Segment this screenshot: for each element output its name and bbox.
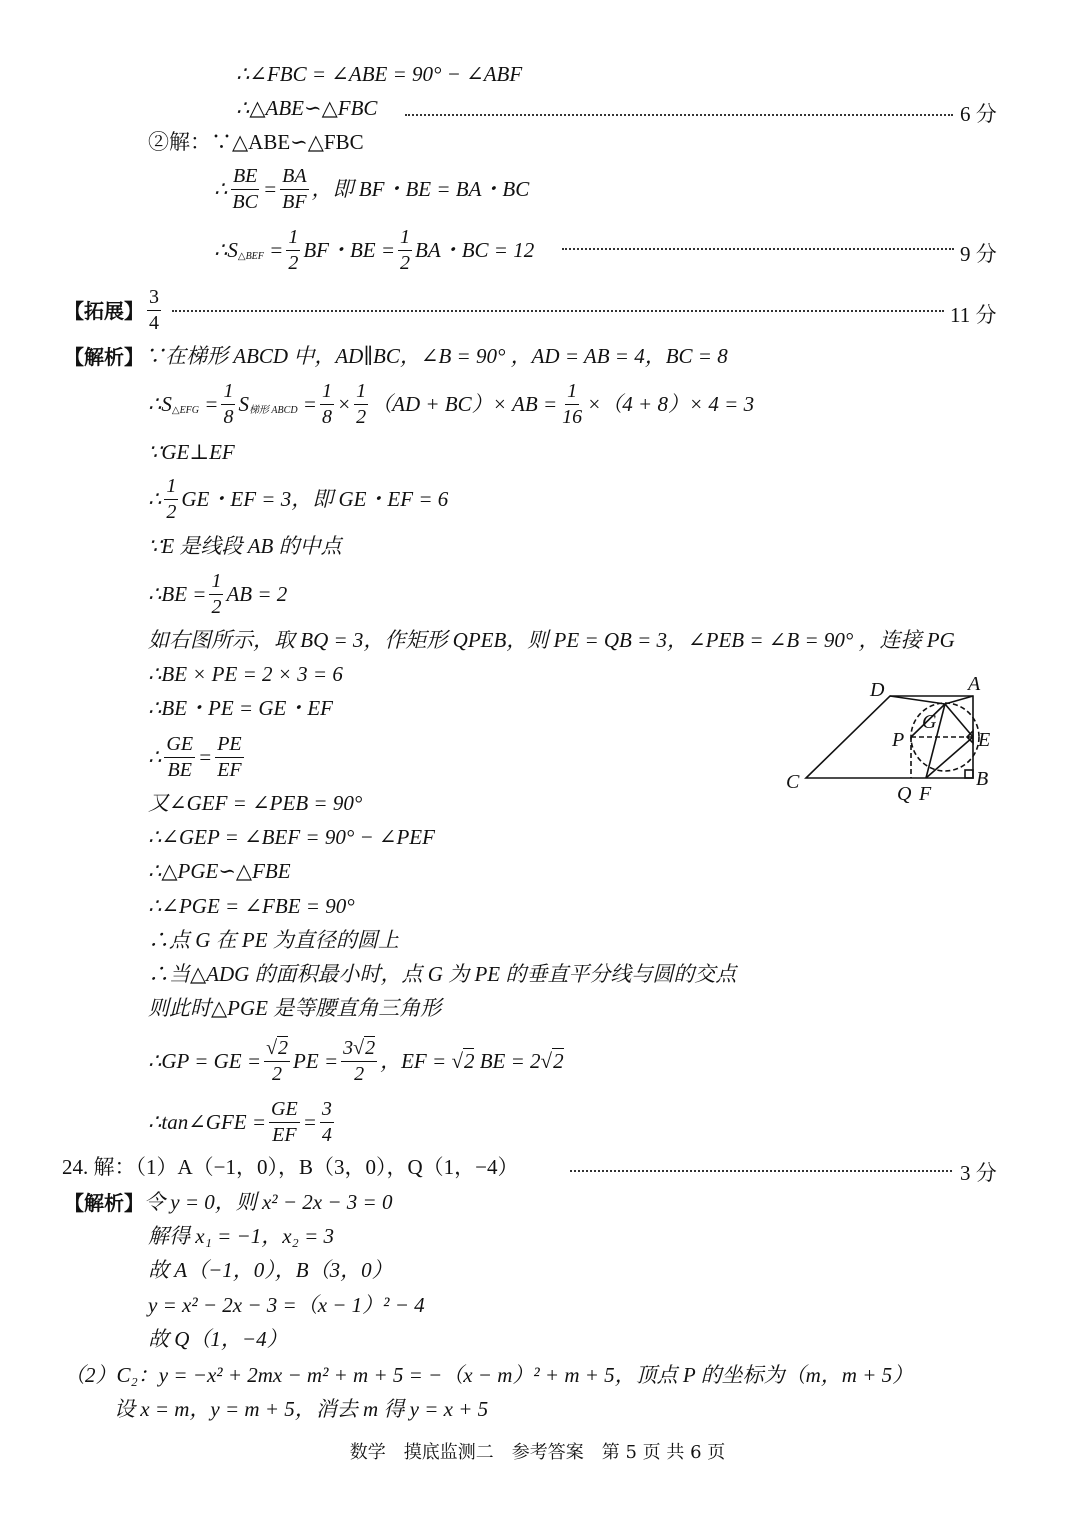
label-b: B bbox=[976, 768, 989, 790]
analysis-line: ∴ $\frac{GE}{BE}$ = $\frac{PE}{EF}$ bbox=[148, 733, 242, 781]
fraction: $\frac{BE}{BC}$ bbox=[232, 165, 258, 213]
proof-line: ∴∠FBC = ∠ABE = 90° − ∠ABF bbox=[236, 62, 523, 86]
label-e: E bbox=[978, 729, 991, 751]
proof-line: ∴△ABE∽△FBC bbox=[236, 96, 378, 120]
analysis-line: ∴ BE = $\frac{1}{2}$ AB = 2 bbox=[148, 570, 288, 618]
analysis-line: ∵GE⊥EF bbox=[148, 440, 235, 464]
line-ge bbox=[945, 704, 973, 737]
therefore-symbol: ∴ bbox=[214, 177, 228, 201]
score-label: 3 分 bbox=[960, 1161, 997, 1185]
proof-line-area: ∴ S △BEF = $\frac{1}{2}$ BF・BE = $\frac{1}{2}$ BA・BC = 12 bbox=[214, 226, 535, 274]
analysis-line: ∴BE × PE = 2 × 3 = 6 bbox=[148, 662, 343, 686]
analysis-line: 故 Q（1，−4） bbox=[148, 1327, 288, 1351]
analysis-line: 设 x = m，y = m + 5，消去 m 得 y = x + 5 bbox=[114, 1397, 489, 1421]
line-gd bbox=[890, 696, 945, 704]
analysis-line: 【解析】 ∵在梯形 ABCD 中，AD∥BC，∠B = 90° ，AD = AB = 4，BC = 8 bbox=[64, 344, 728, 369]
label-f: F bbox=[919, 783, 932, 805]
analysis-line: ∴ S △EFG = $\frac{1}{8}$ S 梯形 ABCD = $\frac{1}{8}$ × $\frac{1}{2}$ （AD + BC）× AB = $\frac{1}{16}$ ×（4 + 8）× 4 = 3 bbox=[148, 380, 755, 428]
label-q: Q bbox=[897, 783, 912, 805]
analysis-line: ∵E 是线段 AB 的中点 bbox=[148, 534, 342, 558]
score-label: 6 分 bbox=[960, 102, 997, 126]
analysis-line: ∴△PGE∽△FBE bbox=[148, 859, 291, 883]
geometry-figure bbox=[780, 668, 1000, 808]
analysis-line: 则此时△PGE 是等腰直角三角形 bbox=[148, 996, 442, 1020]
analysis-line: 如右图所示，取 BQ = 3，作矩形 QPEB，则 PE = QB = 3，∠PEB = ∠B = 90° ，连接 PG bbox=[148, 628, 955, 652]
fraction: $\frac{BA}{BF}$ bbox=[282, 165, 307, 213]
analysis-line: 故 A（−1，0），B（3，0） bbox=[148, 1258, 393, 1282]
analysis-line: 【解析】 令 y = 0，则 x² − 2x − 3 = 0 bbox=[64, 1190, 393, 1215]
label-p: P bbox=[892, 729, 905, 751]
label-d: D bbox=[870, 679, 885, 701]
question-24-answer: 24. 解：（1）A（−1，0），B（3，0），Q（1，−4） bbox=[62, 1155, 519, 1179]
score-label: 11 分 bbox=[950, 303, 997, 327]
dot-leader bbox=[562, 248, 954, 250]
proof-line: ②解：∵△ABE∽△FBC bbox=[148, 130, 364, 154]
label-c: C bbox=[786, 771, 800, 793]
analysis-line: ∴ $\frac{1}{2}$ GE・EF = 3，即 GE・EF = 6 bbox=[148, 475, 449, 523]
analysis-line: ∴当△ADG 的面积最小时，点 G 为 PE 的垂直平分线与圆的交点 bbox=[148, 962, 737, 986]
extension-answer: 【拓展】 $\frac{3}{4}$ bbox=[64, 286, 159, 334]
analysis-line: ∴tan∠GFE = $\frac{GE}{EF}$ = $\frac{3}{4}$ bbox=[148, 1098, 332, 1146]
analysis-line: 解得 x₁ = −1，x₂ = 3 bbox=[148, 1224, 335, 1248]
page-footer: 数学 摸底监测二 参考答案 第 5 页 共 6 页 bbox=[349, 1442, 726, 1463]
right-angle-b bbox=[965, 770, 973, 778]
proof-line-fraction: ∴ $\frac{BE}{BC}$ = $\frac{BA}{BF}$ ，即 BF・BE = BA・BC bbox=[214, 165, 530, 213]
line-ef bbox=[926, 737, 973, 778]
analysis-line: 又∠GEF = ∠PEB = 90° bbox=[148, 791, 363, 815]
dot-leader bbox=[405, 114, 953, 116]
dot-leader bbox=[172, 310, 944, 312]
analysis-line: ∴BE・PE = GE・EF bbox=[148, 696, 333, 720]
line-ag bbox=[945, 696, 973, 704]
analysis-line: ∴点 G 在 PE 为直径的圆上 bbox=[148, 928, 399, 952]
label-a: A bbox=[968, 673, 981, 695]
analysis-line: ∴∠GEP = ∠BEF = 90° − ∠PEF bbox=[148, 825, 435, 849]
analysis-line: （2）C₂：y = −x² + 2mx − m² + m + 5 = −（x − m）² + m + 5，顶点 P 的坐标为（m，m + 5） bbox=[64, 1363, 914, 1387]
label-g: G bbox=[922, 711, 937, 733]
analysis-line: ∴∠PGE = ∠FBE = 90° bbox=[148, 894, 355, 918]
analysis-line: y = x² − 2x − 3 =（x − 1）² − 4 bbox=[148, 1293, 425, 1317]
analysis-line: ∴GP = GE = $\frac{√2}{2}$ PE = $\frac{3√2}{2}$ ，EF = √2 BE = 2 √2 bbox=[148, 1037, 564, 1085]
score-label: 9 分 bbox=[960, 242, 997, 266]
dot-leader bbox=[570, 1170, 952, 1172]
